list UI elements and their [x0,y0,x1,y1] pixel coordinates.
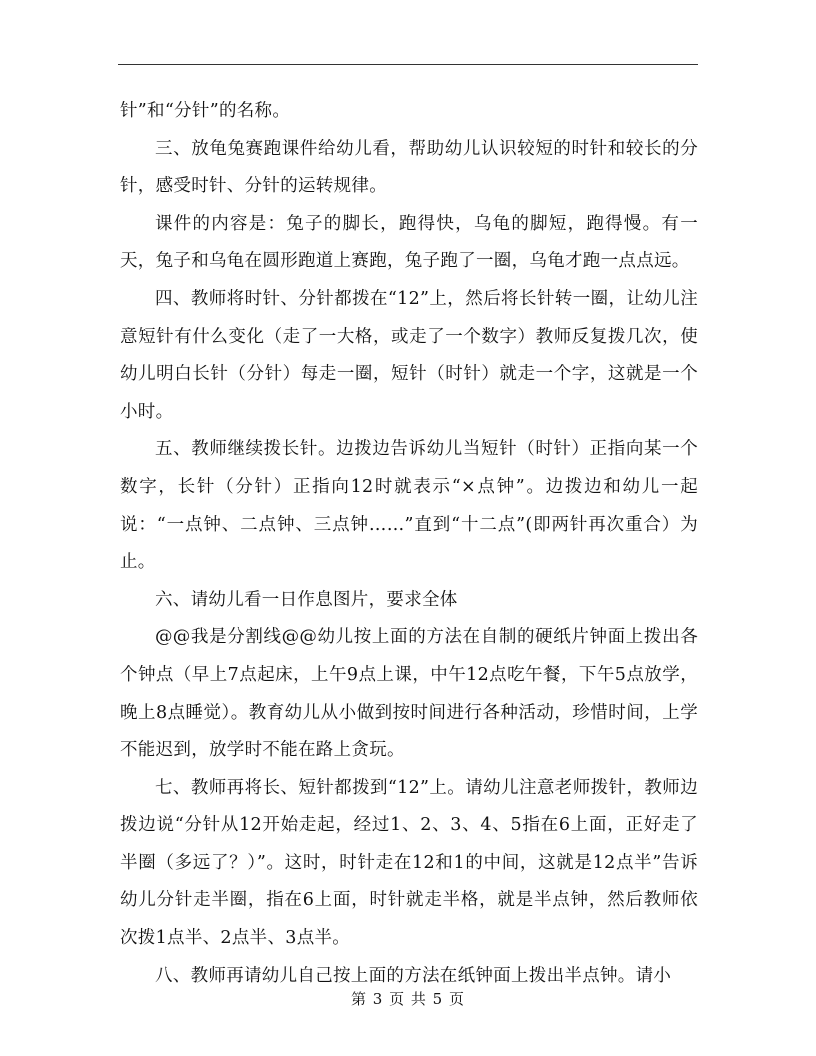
paragraph-step-6: 六、请幼儿看一日作息图片，要求全体 [155,589,458,610]
document-body [120,93,698,995]
paragraph-courseware-content: 课件的内容是：兔子的脚长，跑得快，乌龟的脚短，跑得慢。有一天，兔子和乌龟在圆形跑道上赛跑，兔子跑了一圈，乌龟才跑一点点远。 [120,213,698,272]
paragraph-step-7: 七、教师再将长、短针都拨到“12”上。请幼儿注意老师拨针，教师边拨边说“分针从12开始走起，经过1、2、3、4、5指在6上面，正好走了半圈（多远了？）”。这时，时针走在12和1的中间，这就是12点半”告诉幼儿分针走半圈，指在6上面，时针就走半格，就是半点钟，然后教师依次拨1点半、2点半、3点半。 [120,777,698,949]
paragraph-continuation: 针”和“分针”的名称。 [120,101,291,121]
paragraph-step-8: 八、教师再请幼儿自己按上面的方法在纸钟面上拨出半点钟。请小 [155,965,672,986]
paragraph-step-4: 四、教师将时针、分针都拨在“12”上，然后将长针转一圈，让幼儿注意短针有什么变化（走了一大格，或走了一个数字）教师反复拨几次，使幼儿明白长针（分针）每走一圈，短针（时针）就走一个字，这就是一个小时。 [120,288,698,422]
paragraph-step-3: 三、放龟兔赛跑课件给幼儿看，帮助幼儿认识较短的时针和较长的分针，感受时针、分针的运转规律。 [120,138,698,197]
header-rule [118,64,698,65]
paragraph-step-5: 五、教师继续拨长针。边拨边告诉幼儿当短针（时针）正指向某一个数字，长针（分针）正指向12时就表示“×点钟”。边拨边和幼儿一起说：“一点钟、二点钟、三点钟……”直到“十二点”(即两针再次重合）为止。 [120,439,698,573]
paragraph-step-6-continued: @@我是分割线@@幼儿按上面的方法在自制的硬纸片钟面上拨出各个钟点（早上7点起床，上午9点上课，中午12点吃午餐，下午5点放学，晚上8点睡觉）。教育幼儿从小做到按时间进行各种活动，珍惜时间，上学不能迟到，放学时不能在路上贪玩。 [120,627,698,761]
page-number: 第 3 页 共 5 页 [351,990,465,1008]
